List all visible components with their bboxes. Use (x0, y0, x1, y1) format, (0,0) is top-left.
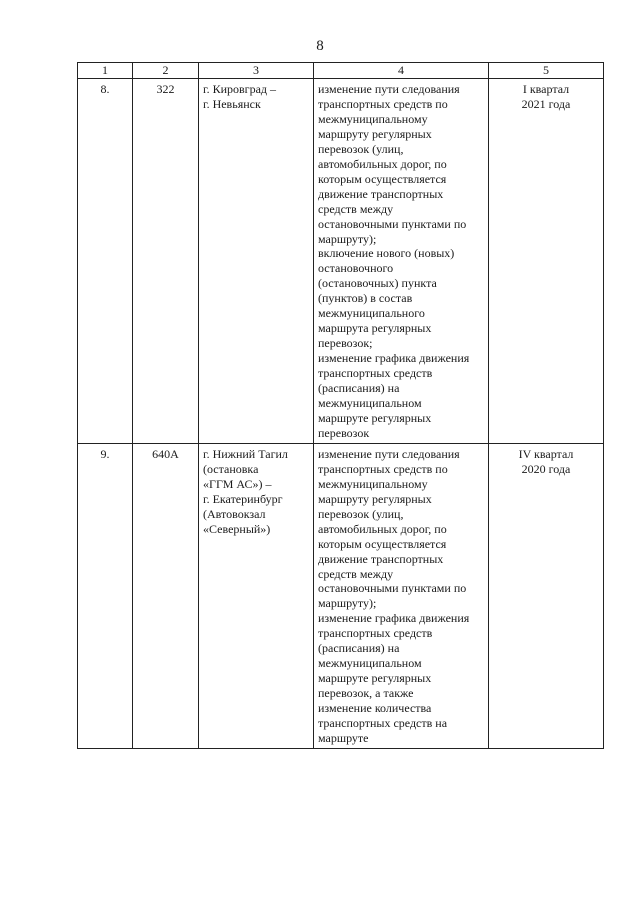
change-description-cell-line: транспортных средств (318, 366, 433, 381)
column-header-2: 2 (133, 63, 199, 79)
table-row (78, 443, 604, 748)
change-description-cell-line: маршрута регулярных (318, 321, 432, 336)
deadline-cell-line: 2021 года (521, 96, 571, 111)
change-description-cell-line: маршруту); (318, 596, 377, 611)
change-description-cell-line: включение нового (новых) (318, 246, 455, 261)
change-description-cell-line: изменение пути следования (318, 446, 460, 461)
change-description-cell-line: перевозок (318, 425, 370, 440)
change-description-cell-line: средств между (318, 201, 394, 216)
row-number-cell: 8. (78, 79, 133, 444)
change-description-cell-line: (расписания) на (318, 641, 400, 656)
deadline-cell-line: I квартал (522, 82, 570, 96)
deadline-cell-line: 2020 года (521, 461, 571, 476)
change-description-cell-line: остановочного (318, 261, 394, 276)
change-description-cell-line: маршруту); (318, 231, 377, 246)
change-description-cell-line: изменение пути следования (318, 82, 460, 96)
route-points-cell-line: г. Невьянск (203, 96, 261, 111)
change-description-cell-line: автомобильных дорог, по (318, 156, 447, 171)
change-description-cell-line: (остановочных) пункта (318, 276, 437, 291)
change-description-cell-line: маршруту регулярных (318, 126, 432, 141)
change-description-cell-line: перевозок; (318, 336, 373, 351)
change-description-cell-line: изменение графика движения (318, 611, 470, 626)
change-description-cell-line: маршруте регулярных (318, 671, 432, 686)
column-header-1: 1 (78, 63, 133, 79)
route-points-cell-line: «Северный») (203, 521, 271, 536)
column-header-3: 3 (199, 63, 314, 79)
change-description-cell-line: маршруте (318, 730, 369, 745)
change-description-cell-line: межмуниципальном (318, 656, 422, 671)
route-points-cell-line: г. Екатеринбург (203, 491, 283, 506)
table-header-row (78, 63, 604, 79)
change-description-cell-line: межмуниципальному (318, 111, 428, 126)
change-description-cell-line: маршруте регулярных (318, 410, 432, 425)
page-number: 8 (316, 38, 324, 54)
route-number-cell: 322 (133, 79, 199, 444)
change-description-cell-line: движение транспортных (318, 186, 444, 201)
change-description-cell-line: (пунктов) в состав (318, 291, 413, 306)
table-row (78, 79, 604, 444)
change-description-cell-line: изменение количества (318, 701, 432, 716)
change-description-cell-line: транспортных средств (318, 626, 433, 641)
change-description-cell-line: транспортных средств по (318, 96, 448, 111)
change-description-cell-line: межмуниципальному (318, 476, 428, 491)
route-points-cell-line: (остановка (203, 461, 259, 476)
change-description-cell-line: остановочными пунктами по (318, 216, 467, 231)
change-description-cell-line: движение транспортных (318, 551, 444, 566)
change-description-cell-line: автомобильных дорог, по (318, 521, 447, 536)
column-header-5: 5 (489, 63, 604, 79)
route-points-cell (199, 79, 314, 444)
change-description-cell-line: которым осуществляется (318, 536, 447, 551)
change-description-cell-line: маршруту регулярных (318, 491, 432, 506)
change-description-cell-line: перевозок (улиц, (318, 506, 404, 521)
route-points-cell-line: г. Кировград – (203, 82, 277, 96)
change-description-cell-line: средств между (318, 566, 394, 581)
change-description-cell-line: транспортных средств по (318, 461, 448, 476)
change-description-cell-line: изменение графика движения (318, 351, 470, 366)
route-points-cell-line: г. Нижний Тагил (203, 446, 288, 461)
change-description-cell-line: межмуниципальном (318, 396, 422, 411)
route-points-cell-line: (Автовокзал (203, 506, 266, 521)
deadline-cell (489, 79, 604, 444)
route-number-cell: 640А (133, 443, 199, 748)
change-description-cell-line: остановочными пунктами по (318, 581, 467, 596)
change-description-cell-line: перевозок, а также (318, 686, 414, 701)
row-number-cell: 9. (78, 443, 133, 748)
deadline-cell-line: IV квартал (518, 446, 574, 461)
change-description-cell-line: транспортных средств на (318, 716, 448, 731)
deadline-cell (489, 443, 604, 748)
change-description-cell-line: перевозок (улиц, (318, 141, 404, 156)
change-description-cell-line: которым осуществляется (318, 171, 447, 186)
change-description-cell (314, 443, 489, 748)
routes-table (77, 62, 604, 749)
change-description-cell (314, 79, 489, 444)
change-description-cell-line: (расписания) на (318, 381, 400, 396)
change-description-cell-line: межмуниципального (318, 306, 425, 321)
route-points-cell (199, 443, 314, 748)
column-header-4: 4 (314, 63, 489, 79)
route-points-cell-line: «ГГМ АС») – (203, 476, 272, 491)
